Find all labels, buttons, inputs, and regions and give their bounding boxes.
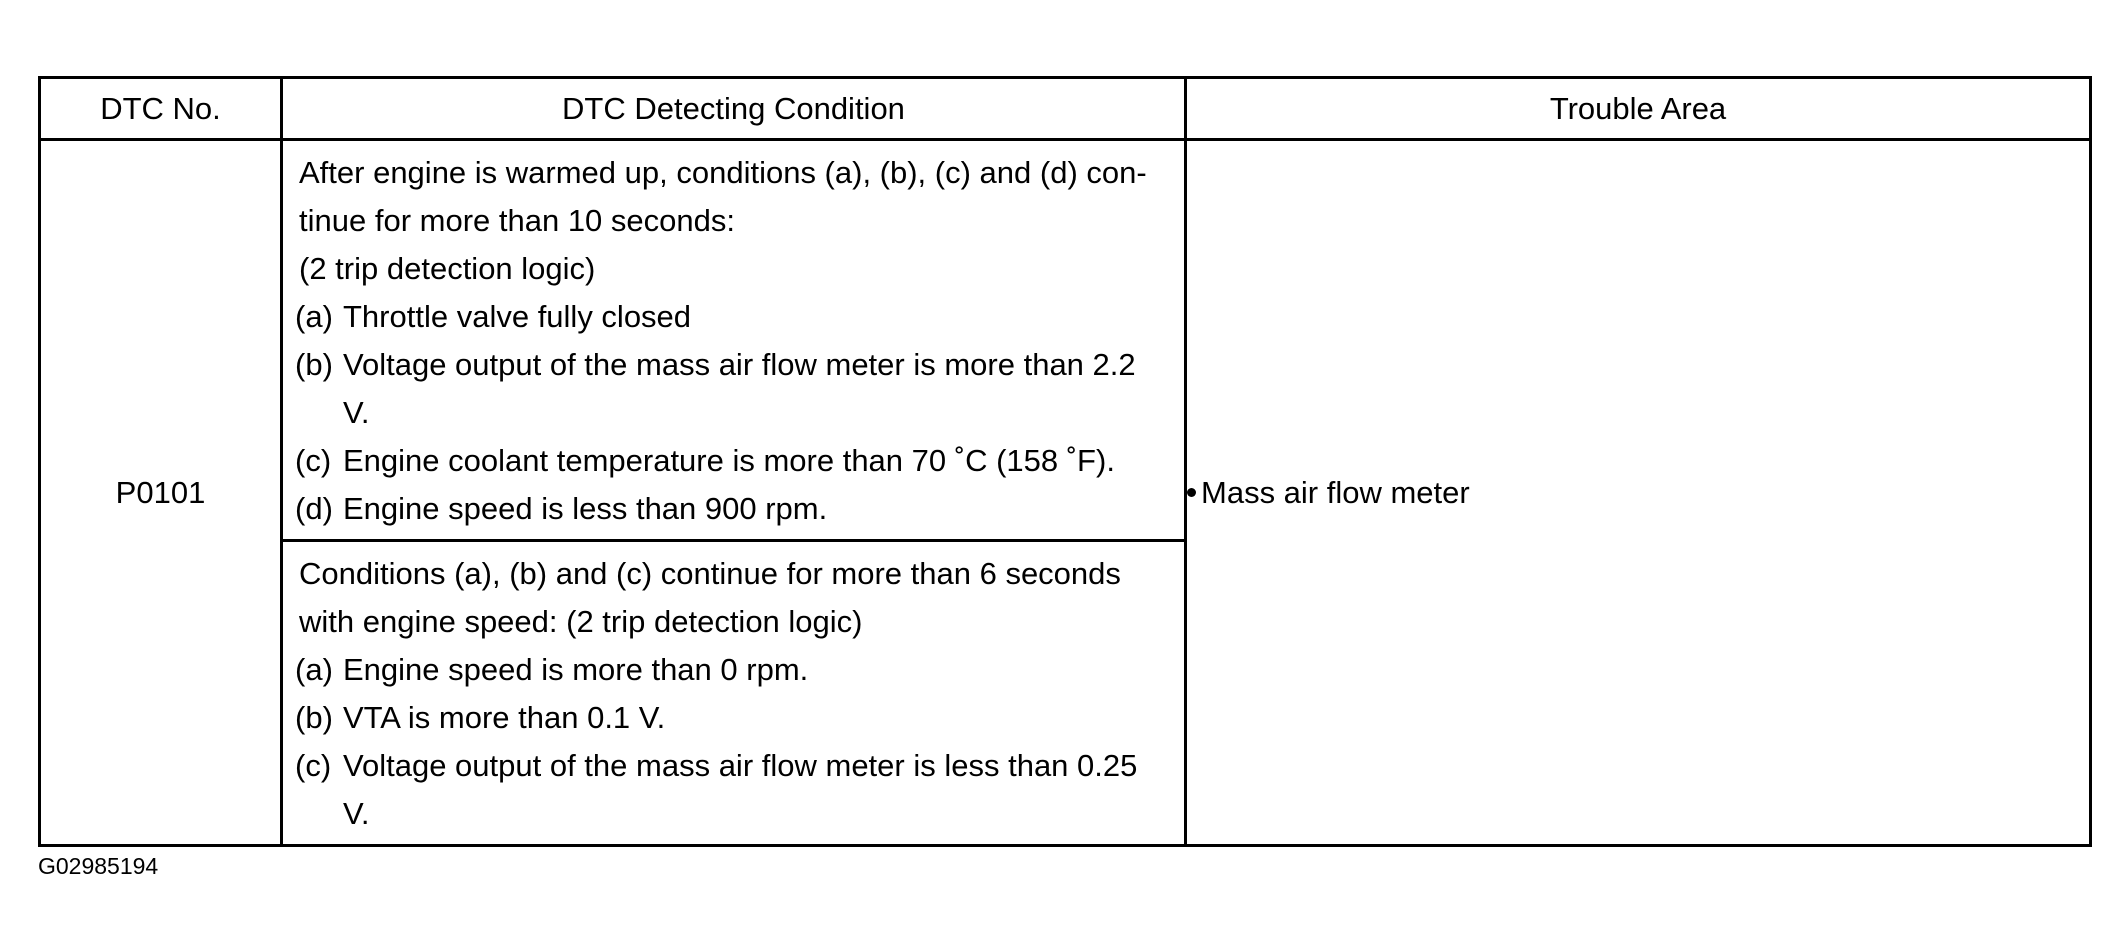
trouble-area-text: Mass air flow meter xyxy=(1201,474,1470,510)
trouble-area-item xyxy=(1187,475,2089,511)
condition-item xyxy=(295,341,1164,437)
condition-intro-line: with engine speed: (2 trip detection logic) xyxy=(299,604,863,639)
figure-id-label: G02985194 xyxy=(38,853,159,879)
dtc-code-cell: P0101 xyxy=(40,140,282,846)
header-dtc-no: DTC No. xyxy=(40,78,282,140)
item-marker: (d) xyxy=(295,491,333,526)
item-text: Voltage output of the mass air flow meter is less than 0.25 V. xyxy=(343,748,1138,831)
condition-cell-2 xyxy=(282,541,1186,846)
item-text: Engine speed is less than 900 rpm. xyxy=(343,491,828,526)
condition-intro-line: (2 trip detection logic) xyxy=(299,251,596,286)
item-text: Throttle valve fully closed xyxy=(343,299,692,334)
item-marker: (a) xyxy=(295,652,333,687)
item-marker: (a) xyxy=(295,299,333,334)
condition-intro-line: Conditions (a), (b) and (c) continue for more than 6 seconds xyxy=(299,556,1121,591)
condition-cell-1 xyxy=(282,140,1186,541)
dtc-table xyxy=(38,76,2092,847)
item-marker: (b) xyxy=(295,700,333,735)
condition-item xyxy=(295,646,1164,694)
condition-item xyxy=(295,742,1164,838)
header-detecting-condition: DTC Detecting Condition xyxy=(282,78,1186,140)
item-marker: (c) xyxy=(295,443,332,478)
item-text: VTA is more than 0.1 V. xyxy=(343,700,666,735)
condition-item xyxy=(295,694,1164,742)
item-text: Voltage output of the mass air flow meter is more than 2.2 V. xyxy=(343,347,1136,430)
item-text: Engine coolant temperature is more than 70 ˚C (158 ˚F). xyxy=(343,443,1115,478)
header-trouble-area: Trouble Area xyxy=(1186,78,2091,140)
trouble-area-cell xyxy=(1186,140,2091,846)
condition-item xyxy=(295,293,1164,341)
condition-intro-line: After engine is warmed up, conditions (a), (b), (c) and (d) con- xyxy=(299,155,1147,190)
condition-item xyxy=(295,437,1164,485)
header-row xyxy=(40,78,2091,140)
bullet-icon xyxy=(1187,488,1196,497)
condition-item xyxy=(295,485,1164,533)
item-marker: (c) xyxy=(295,748,332,783)
condition-intro-line: tinue for more than 10 seconds: xyxy=(299,203,735,238)
table-row xyxy=(40,140,2091,541)
item-text: Engine speed is more than 0 rpm. xyxy=(343,652,809,687)
item-marker: (b) xyxy=(295,347,333,382)
